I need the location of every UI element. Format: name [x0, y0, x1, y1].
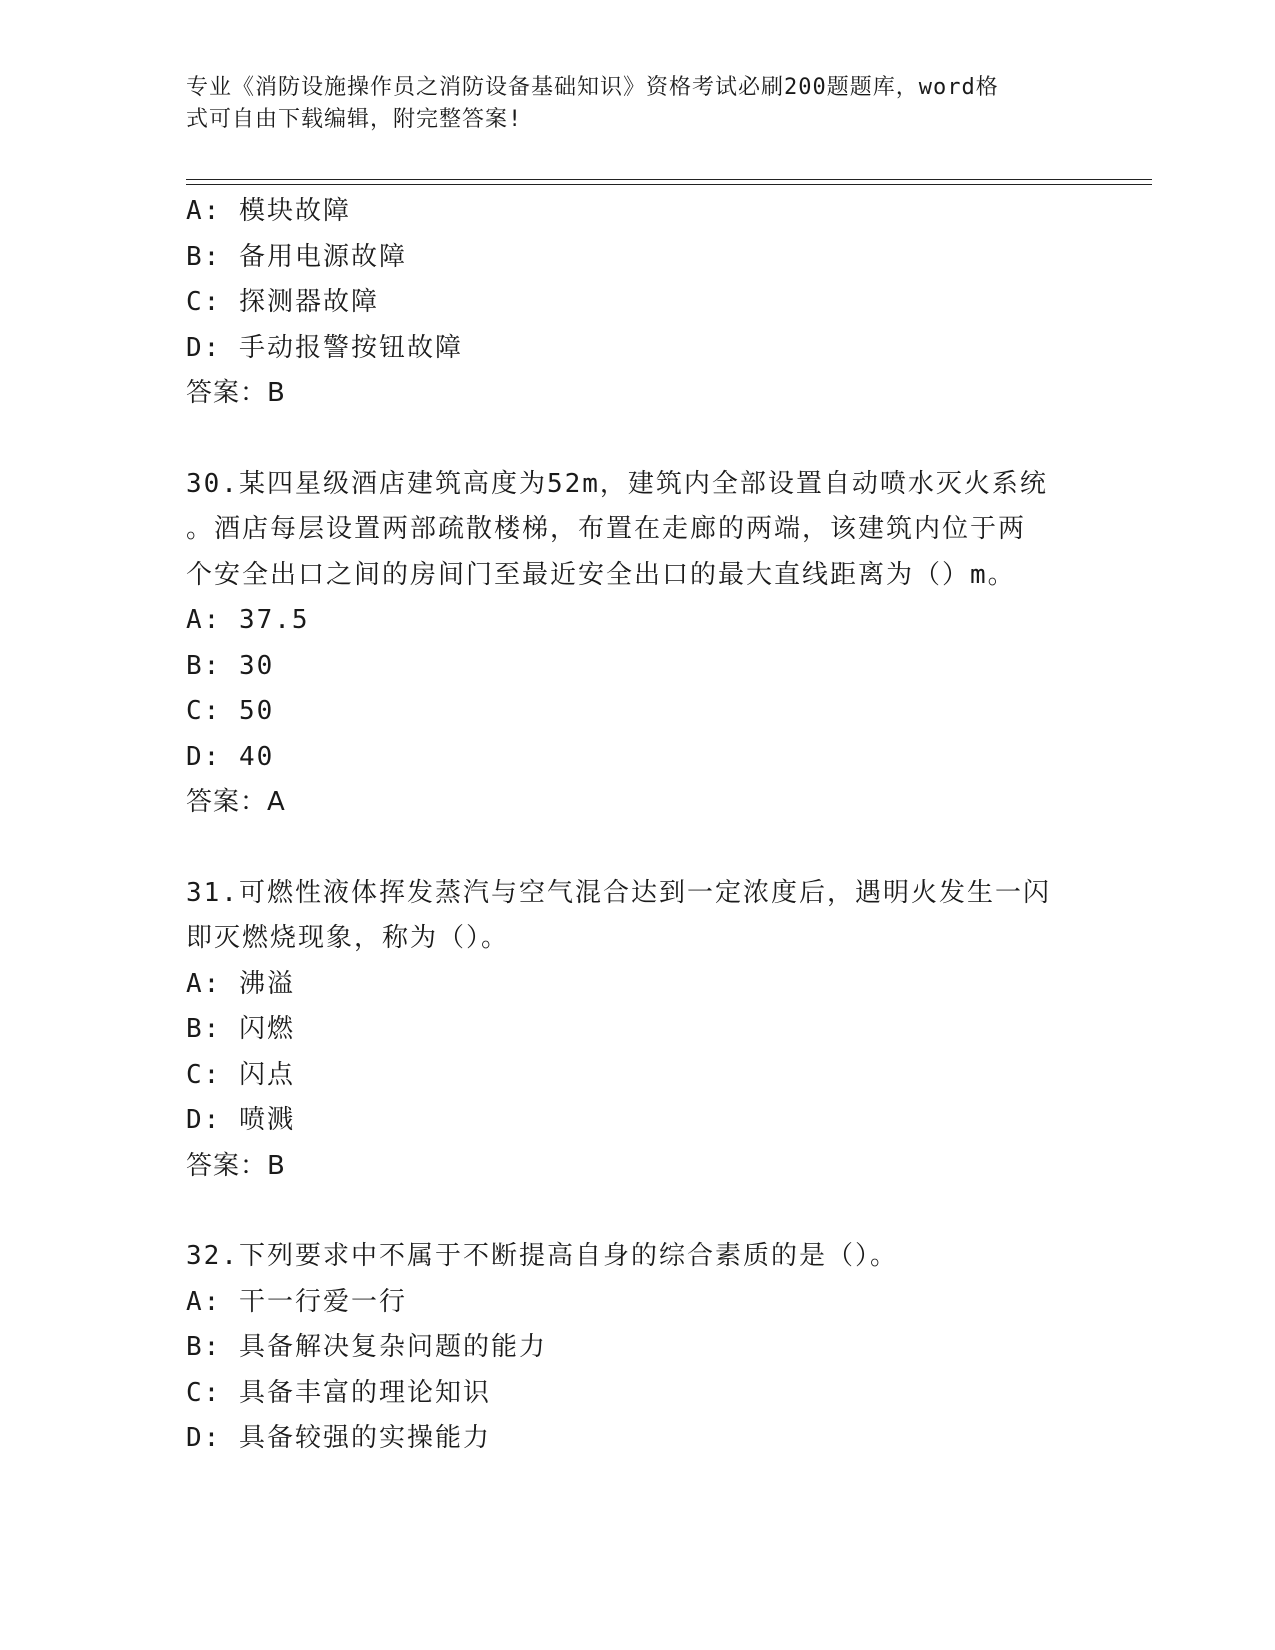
answer: 答案：B	[186, 1150, 286, 1181]
option-c: C: 探测器故障	[186, 287, 379, 317]
spacer	[186, 826, 1086, 871]
header-line-2: 式可自由下载编辑，附完整答案!	[186, 107, 523, 132]
question-text-line: 即灭燃烧现象，称为（）。	[186, 923, 510, 953]
option-d: D: 具备较强的实操能力	[186, 1423, 491, 1453]
header-divider-top	[186, 179, 1152, 180]
question-29	[186, 189, 1086, 417]
document-header	[186, 72, 1076, 136]
option-b: B: 30	[186, 650, 275, 681]
option-b: B: 备用电源故障	[186, 241, 407, 272]
question-text-line: 31.可燃性液体挥发蒸汽与空气混合达到一定浓度后，遇明火发生一闪	[186, 877, 1051, 908]
option-b: B: 闪燃	[186, 1014, 295, 1044]
option-d: D: 40	[186, 741, 275, 772]
option-a: A: 干一行爱一行	[186, 1286, 407, 1317]
question-30	[186, 462, 1086, 826]
answer: 答案：B	[186, 378, 286, 408]
question-list	[186, 189, 1086, 1462]
answer: 答案：A	[186, 787, 286, 817]
option-b: B: 具备解决复杂问题的能力	[186, 1332, 547, 1362]
option-a: A: 沸溢	[186, 968, 295, 999]
header-divider-bottom	[186, 184, 1152, 185]
option-d: D: 手动报警按钮故障	[186, 332, 463, 363]
option-c: C: 50	[186, 696, 275, 726]
spacer	[186, 1189, 1086, 1234]
header-line-1: 专业《消防设施操作员之消防设备基础知识》资格考试必刷200题题库，word格	[186, 75, 999, 100]
option-c: C: 闪点	[186, 1059, 295, 1090]
question-text-line: 。酒店每层设置两部疏散楼梯，布置在走廊的两端，该建筑内位于两	[186, 514, 1027, 544]
question-text-line: 个安全出口之间的房间门至最近安全出口的最大直线距离为（）m。	[186, 559, 1016, 590]
option-c: C: 具备丰富的理论知识	[186, 1377, 491, 1408]
option-a: A: 模块故障	[186, 196, 351, 226]
question-32	[186, 1234, 1086, 1462]
option-d: D: 喷溅	[186, 1105, 295, 1135]
question-text-line: 30.某四星级酒店建筑高度为52m，建筑内全部设置自动喷水灭火系统	[186, 468, 1048, 499]
question-31	[186, 871, 1086, 1190]
option-a: A: 37.5	[186, 605, 310, 635]
spacer	[186, 417, 1086, 462]
question-text-line: 32.下列要求中不属于不断提高自身的综合素质的是（）。	[186, 1241, 898, 1271]
